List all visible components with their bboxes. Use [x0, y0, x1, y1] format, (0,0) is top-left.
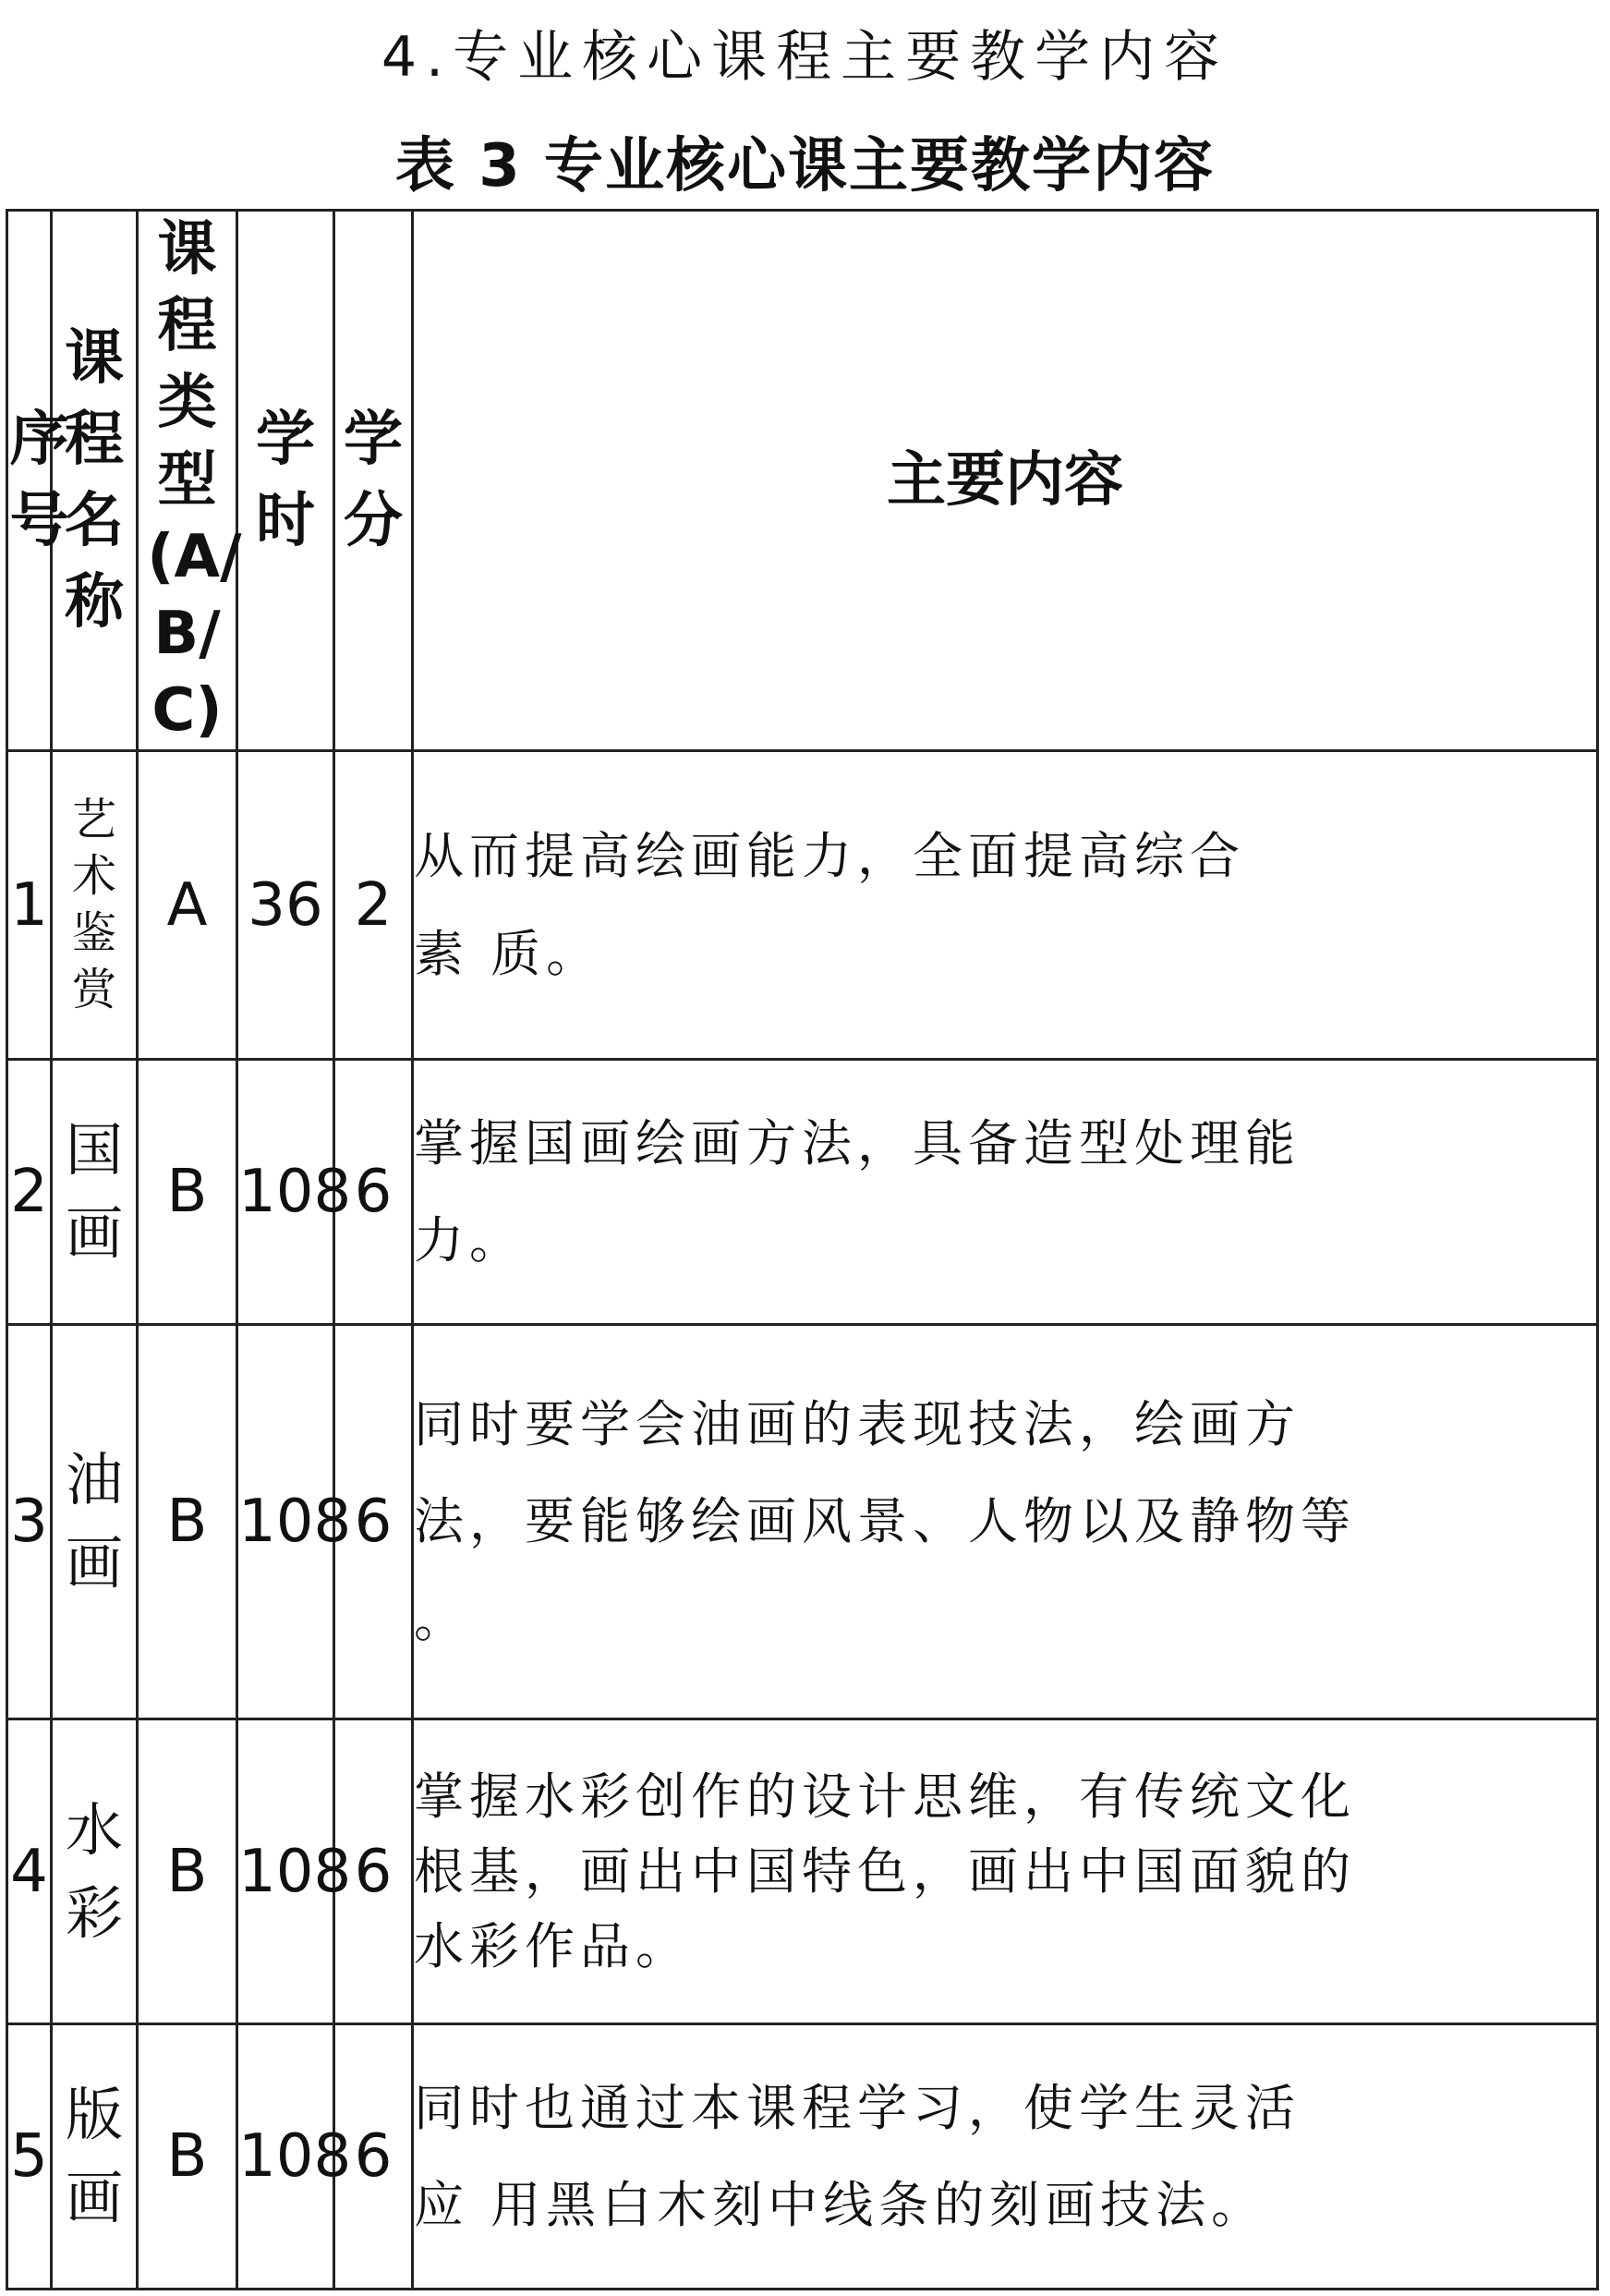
- header-course-type: 课程类型(A/B/C): [138, 211, 237, 751]
- header-course-name: 课程名称: [52, 211, 138, 751]
- table-row: [7, 1060, 1598, 1325]
- row-course-type: A: [138, 751, 237, 1060]
- row-course-type: B: [138, 2024, 237, 2290]
- row-hours: 108: [237, 1324, 334, 1719]
- row-hours: 36: [237, 751, 334, 1060]
- table-row: [7, 1324, 1598, 1719]
- row-index: 4: [7, 1719, 52, 2024]
- row-hours: 108: [237, 1719, 334, 2024]
- row-course-type: B: [138, 1719, 237, 2024]
- row-course-name: 水彩: [52, 1719, 138, 2024]
- table-caption: 表 3 专业核心课主要教学内容: [394, 132, 1216, 200]
- row-course-name: 油画: [52, 1324, 138, 1719]
- header-index: 序号: [7, 211, 52, 751]
- row-content: 同时要学会油画的表现技法，绘画方 法，要能够绘画风景、人物以及静物等 。: [413, 1324, 1598, 1719]
- header-hours: 学时: [237, 211, 334, 751]
- header-credits: 学分: [334, 211, 413, 751]
- row-credits: 2: [334, 751, 413, 1060]
- row-course-type: B: [138, 1060, 237, 1325]
- row-credits: 6: [334, 1719, 413, 2024]
- row-credits: 6: [334, 1324, 413, 1719]
- table-row: [7, 2024, 1598, 2290]
- row-content: 掌握国画绘画方法，具备造型处理能 力。: [413, 1060, 1598, 1325]
- row-credits: 6: [334, 1060, 413, 1325]
- row-content: 同时也通过本课程学习，使学生灵活 应 用黑白木刻中线条的刻画技法。: [413, 2024, 1598, 2290]
- table-header-row: [7, 211, 1598, 751]
- row-course-name: 版画: [52, 2024, 138, 2290]
- row-content: 掌握水彩创作的设计思维，有传统文化 根基，画出中国特色，画出中国面貌的 水彩作品。: [413, 1719, 1598, 2024]
- row-index: 2: [7, 1060, 52, 1325]
- row-index: 3: [7, 1324, 52, 1719]
- row-index: 5: [7, 2024, 52, 2290]
- row-course-name: 国画: [52, 1060, 138, 1325]
- header-content: 主要内容: [413, 211, 1598, 751]
- table-row: [7, 751, 1598, 1060]
- row-content: 从而提高绘画能力，全面提高综合 素 质。: [413, 751, 1598, 1060]
- row-index: 1: [7, 751, 52, 1060]
- row-hours: 108: [237, 1060, 334, 1325]
- row-credits: 6: [334, 2024, 413, 2290]
- row-hours: 108: [237, 2024, 334, 2290]
- row-course-name: 艺术鉴赏: [52, 751, 138, 1060]
- row-course-type: B: [138, 1324, 237, 1719]
- table-row: [7, 1719, 1598, 2024]
- section-heading: 4.专业核心课程主要教学内容: [381, 25, 1229, 90]
- core-course-table: [6, 209, 1599, 2290]
